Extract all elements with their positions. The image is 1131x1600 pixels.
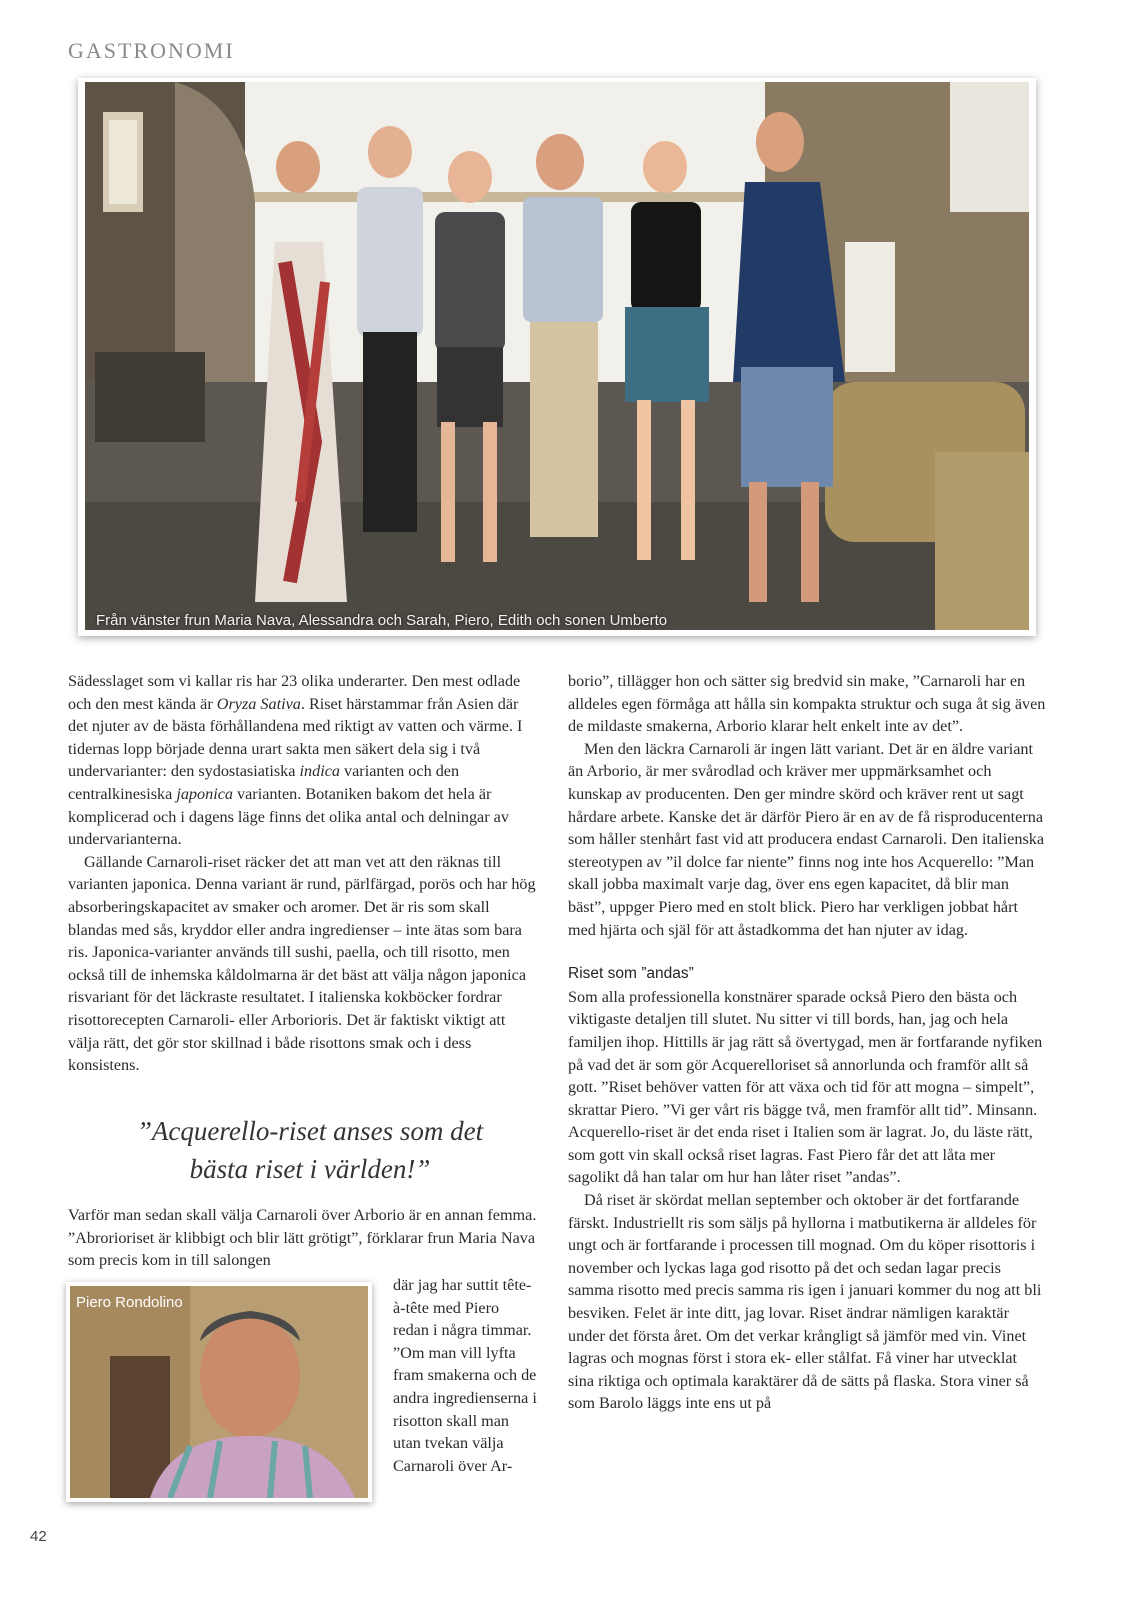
left-column bbox=[68, 670, 538, 1077]
group-photo bbox=[78, 78, 1036, 636]
left-paragraph-3: Varför man sedan skall välja Carnaroli över Arborio är en annan femma. ”Abrorioriset är klibbigt och blir lätt grötigt”, förklarar frun Maria Nava som precis kom in till salongen bbox=[68, 1206, 537, 1270]
right-paragraph-3: Som alla professionella konstnärer sparade också Piero den bästa och viktigaste detaljen till slutet. Nu sitter vi till bords, han, jag och hela familjen ihop. Hittills är jag rätt så övertygad, men är fortfarande nyfiken på vad det är som gör Acquerelloriset så annorlunda och framför allt så gott. ”Riset behöver vatten för att växa och tid för att mogna – simpelt”, skrattar Piero. ”Vi ger vårt ris bägge två, men framför allt tid”. Minsann. Acquerello-riset är det enda riset i Italien som är lagrat. Jo, du läste rätt, som gott vin skall också riset lagras. Fast Piero får det att låta mer sagolikt då han talar om hur han låter riset ”andas”. bbox=[568, 987, 1043, 1187]
right-paragraph-2: Men den läckra Carnaroli är ingen lätt variant. Det är en äldre variant än Arborio, är mer svårodlad och kräver mer uppmärksamhet och kunskap av producenten. Den ger mindre skörd och kräver rent ut sagt hårdare arbete. Kanske det är därför Piero är en av de få risproducenterna som håller stenhårt fast vid att producera endast Carnaroli. Den italienska stereotypen av ”il dolce far niente” finns nog inte hos Acquerello: ”Man skall jobba maximalt varje dag, över ens egen kapacitet, då blir man bäst”, uppger Piero med en stolt blick. Piero har verkligen jobbat hårt med hjärta och själ för att åstadkomma det han njuter av idag. bbox=[568, 739, 1045, 939]
left-lower-paragraph bbox=[68, 1204, 538, 1272]
group-photo-image bbox=[85, 82, 1029, 630]
group-photo-caption: Från vänster frun Maria Nava, Alessandra och Sarah, Piero, Edith och sonen Umberto bbox=[96, 612, 668, 629]
page-number: 42 bbox=[30, 1528, 47, 1545]
right-paragraph-1: borio”, tillägger hon och sätter sig bredvid sin make, ”Carnaroli har en alldeles egen förmåga att hålla sin kompakta struktur och suga åt sig även de mildaste smakerna, Arborio klarar helt enkelt inte av det”. bbox=[568, 672, 1046, 736]
portrait-image bbox=[70, 1286, 368, 1498]
subheading: Riset som ”andas” bbox=[568, 965, 694, 983]
narrow-paragraph: där jag har suttit tête-à-tête med Piero redan i några timmar. ”Om man vill lyfta fram smakerna och de andra ingredienserna i risotton skall man utan tvekan välja Carnaroli över Ar- bbox=[393, 1276, 537, 1475]
portrait-caption: Piero Rondolino bbox=[76, 1294, 183, 1311]
left-paragraph-2: Gällande Carnaroli-riset räcker det att man vet att den räknas till varianten japonica. Denna variant är rund, pärlfärgad, porös och har hög absorberingskapacitet av smaker och aromer. Det är ris som skall blandas med sås, kryddor eller andra ingredienser – inte ätas som bara ris. Japonica-varianter används till sushi, paella, och till risotto, men också till de inhemska kåldolmarna är det bäst att välja någon japonica risvariant för det läckraste resultatet. I italienska kokböcker fordrar risottorecepten Carnaroli- eller Arborioris. Det är faktiskt viktigt att välja rätt, det gör stor skillnad i både risottons smak och i dess konsistens. bbox=[68, 852, 536, 1075]
right-column bbox=[568, 670, 1046, 1415]
section-label: GASTRONOMI bbox=[68, 38, 235, 63]
right-paragraph-4: Då riset är skördat mellan september och oktober är det fortfarande färskt. Industriellt ris som säljs på hyllorna i matbutikerna är alldeles för ungt och är fortfarande i processen till mognad. Om du köper risottoris i november och lyckas laga god risotto på det och sedan lagar precis samma risotto med precis samma ris igen i januari kommer du nog att bli besviken. Felet är inte ditt, jag lovar. Riset ändrar nämligen karaktär under det första året. Om det verkar krångligt så jämför med vin. Vinet lagras och mognas först i stora ek- eller stålfat. Få viner har utvecklat sina riktiga och optimala karaktärer då de sätts på flaska. Stora viner så som Barolo läggs inte ens ut på bbox=[568, 1191, 1042, 1413]
narrow-column bbox=[393, 1274, 539, 1477]
left-paragraph-1: Sädesslaget som vi kallar ris har 23 olika underarter. Den mest odlade och den mest kända är Oryza Sativa. Riset härstammar från Asien där det njuter av de bästa förhållandena med riktigt av vatten och värme. I tidernas lopp började denna urart sakta men säkert dela sig i två undervarianter: den sydostasiatiska indica varianten och den centralkinesiska japonica varianten. Botaniken bakom det hela är komplicerad och i dagens läge finns det olika antal och delningar av undervarianterna. bbox=[68, 672, 523, 849]
portrait-photo bbox=[66, 1282, 372, 1502]
pull-quote: ”Acquerello-riset anses som det bästa riset i världen!” bbox=[136, 1116, 484, 1184]
